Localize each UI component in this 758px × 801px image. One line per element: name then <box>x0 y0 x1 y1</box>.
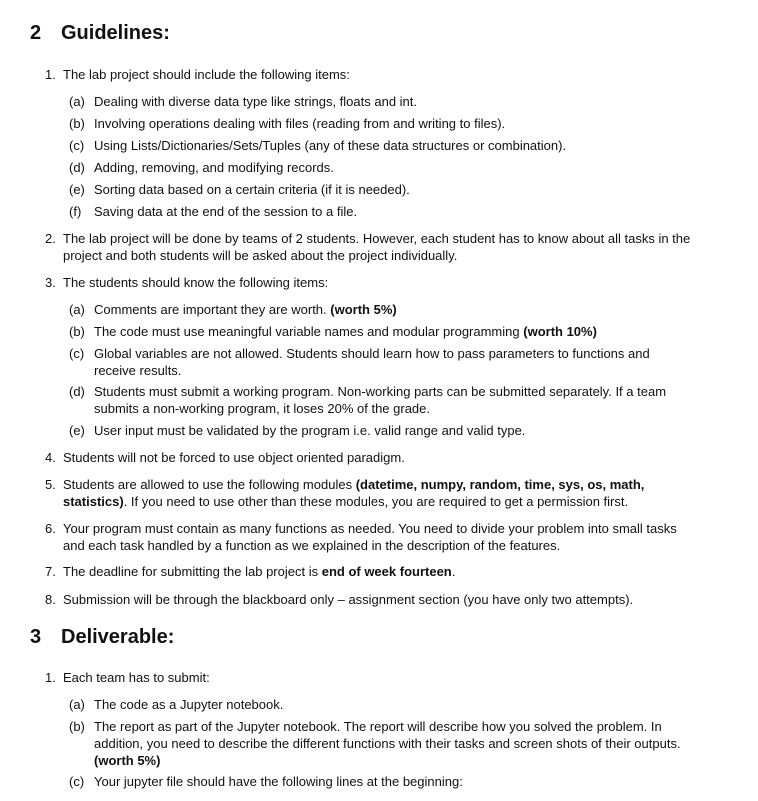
section-title: Guidelines: <box>61 22 170 44</box>
list-item-text: The students should know the following items: <box>63 275 329 290</box>
sub-item-text: Using Lists/Dictionaries/Sets/Tuples (any of these data structures or combination). <box>94 138 567 153</box>
sub-item-label: (e) <box>69 423 85 438</box>
sub-item-text: User input must be validated by the program i.e. valid range and valid type. <box>94 423 526 438</box>
sub-item-text: The code must use meaningful variable names and modular programming (worth 10%) <box>94 324 597 339</box>
list-item-number: 1. <box>45 670 56 685</box>
list-item-number: 1. <box>45 67 56 82</box>
sub-item-label: (a) <box>69 94 85 109</box>
list-item-text: The deadline for submitting the lab project is end of week fourteen. <box>63 564 456 579</box>
worth-label: (worth 5%) <box>94 753 161 768</box>
worth-label: (worth 5%) <box>330 302 397 317</box>
modules-list: (datetime, numpy, random, time, sys, os, math, statistics) <box>63 477 645 509</box>
list-item-text: Submission will be through the blackboard only – assignment section (you have only two attempts). <box>63 592 634 607</box>
sub-item-label: (c) <box>69 346 85 361</box>
sub-item-text: Sorting data based on a certain criteria (if it is needed). <box>94 182 410 197</box>
sub-item-text: Your jupyter file should have the following lines at the beginning: <box>94 774 463 789</box>
sub-item-text: Dealing with diverse data type like strings, floats and int. <box>94 94 418 109</box>
sub-item-label: (e) <box>69 182 85 197</box>
list-item-number: 5. <box>45 477 56 492</box>
worth-label: (worth 10%) <box>523 324 597 339</box>
list-item-text: Students will not be forced to use object oriented paradigm. <box>63 450 405 465</box>
list-item-number: 6. <box>45 521 56 536</box>
deadline-label: end of week fourteen <box>321 564 452 579</box>
section-title: Deliverable: <box>61 626 175 648</box>
sub-item-text: Comments are important they are worth. (worth 5%) <box>94 302 397 317</box>
sub-item-label: (c) <box>69 774 85 789</box>
sub-item-label: (b) <box>69 324 85 339</box>
list-item-text: Students are allowed to use the following modules (datetime, numpy, random, time, sys, os, math, statistics). If you need to use other than these modules, you are required to get a permission first. <box>63 477 645 509</box>
sub-item-label: (b) <box>69 719 85 734</box>
list-item-number: 8. <box>45 592 56 607</box>
section-number: 2 <box>30 22 42 44</box>
sub-item-text: The report as part of the Jupyter notebook. The report will describe how you solved the problem. In addition, you need to describe the different functions with their tasks and screen shots of their outputs. (worth 5%) <box>94 719 681 768</box>
list-item-text: Your program must contain as many functions as needed. You need to divide your problem into small tasks and each task handled by a function as we explained in the description of the features. <box>63 521 677 553</box>
list-item-number: 4. <box>45 450 56 465</box>
section-number: 3 <box>30 626 42 648</box>
sub-item-label: (f) <box>69 204 82 219</box>
sub-item-label: (c) <box>69 138 85 153</box>
sub-item-text: Global variables are not allowed. Students should learn how to pass parameters to functions and receive results. <box>94 346 650 378</box>
section-heading-deliverable <box>30 626 174 649</box>
sub-item-text: Involving operations dealing with files (reading from and writing to files). <box>94 116 506 131</box>
sub-item-label: (a) <box>69 302 85 317</box>
sub-item-label: (d) <box>69 160 85 175</box>
sub-item-text: Saving data at the end of the session to a file. <box>94 204 358 219</box>
sub-item-text: The code as a Jupyter notebook. <box>94 697 284 712</box>
list-item-number: 2. <box>45 231 56 246</box>
sub-item-label: (a) <box>69 697 85 712</box>
list-item-text: The lab project will be done by teams of 2 students. However, each student has to know about all tasks in the project and both students will be asked about the project individually. <box>63 231 691 263</box>
sub-item-label: (b) <box>69 116 85 131</box>
list-item-number: 7. <box>45 564 56 579</box>
section-heading-guidelines <box>30 22 170 45</box>
list-item-text: Each team has to submit: <box>63 670 210 685</box>
sub-item-label: (d) <box>69 384 85 399</box>
sub-item-text: Students must submit a working program. Non-working parts can be submitted separately. If a team submits a non-working program, it loses 20% of the grade. <box>94 384 667 416</box>
sub-item-text: Adding, removing, and modifying records. <box>94 160 334 175</box>
list-item-number: 3. <box>45 275 56 290</box>
list-item-text: The lab project should include the following items: <box>63 67 350 82</box>
